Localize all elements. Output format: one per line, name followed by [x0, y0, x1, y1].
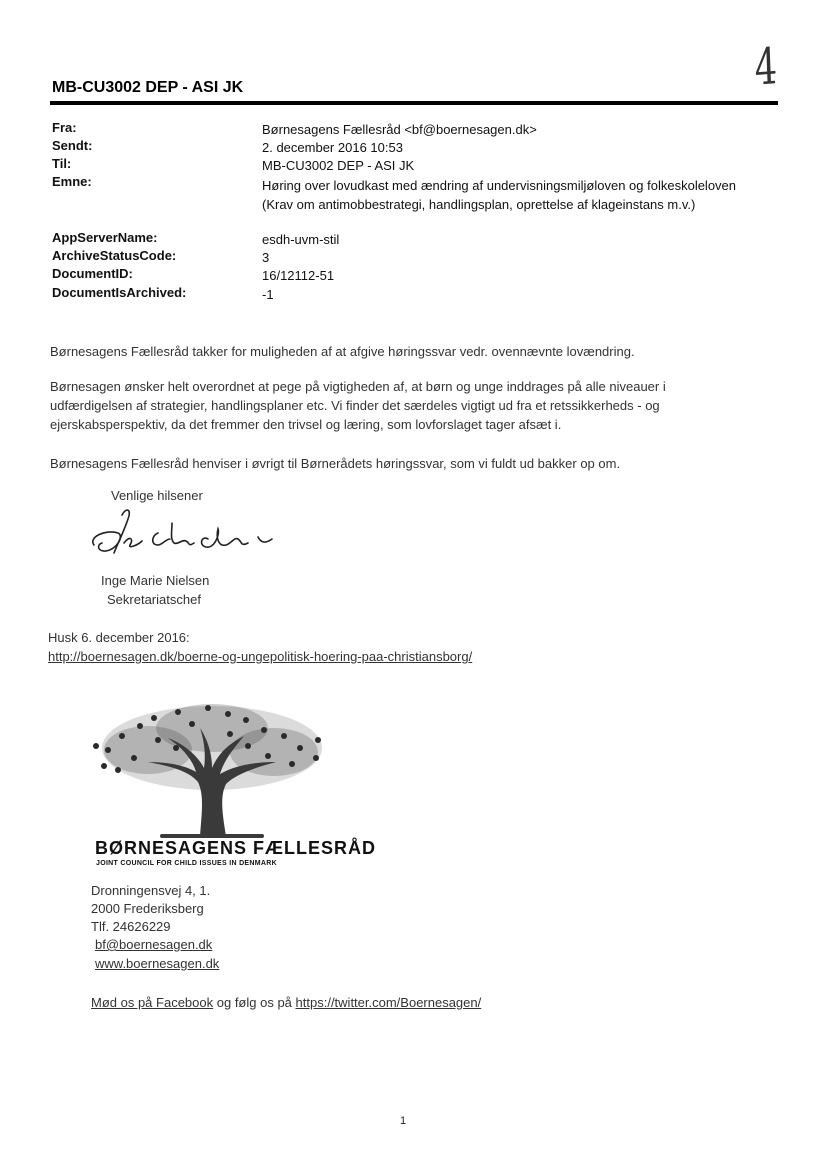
- website-link[interactable]: www.boernesagen.dk: [95, 956, 220, 971]
- body-paragraph-2-line-2: udfærdigelsen af strategier, handlingsplaner etc. Vi finder det særdeles vigtigt ud fra et retssikkerheds - og: [50, 398, 660, 413]
- body-paragraph-2: [50, 377, 750, 434]
- body-paragraph-3: Børnesagens Fællesråd henviser i øvrigt til Børnerådets høringssvar, som vi fuldt ud bakker op om.: [50, 456, 621, 471]
- documentid-label: DocumentID:: [52, 266, 133, 281]
- from-label: Fra:: [52, 120, 77, 135]
- archivestatuscode-label: ArchiveStatusCode:: [52, 248, 177, 263]
- subject-value: Høring over lovudkast med ændring af undervisningsmiljøloven og folkeskoleloven: [262, 178, 737, 193]
- reminder-link[interactable]: http://boernesagen.dk/boerne-og-ungepolitisk-hoering-paa-christiansborg/: [48, 649, 473, 664]
- documentisarchived-value: -1: [262, 287, 274, 302]
- facebook-link[interactable]: Mød os på Facebook: [91, 995, 214, 1010]
- twitter-link[interactable]: https://twitter.com/Boernesagen/: [295, 995, 482, 1010]
- documentisarchived-label: DocumentIsArchived:: [52, 285, 187, 300]
- subject-value-line2: (Krav om antimobbestrategi, handlingsplan, oprettelse af klageinstans m.v.): [262, 197, 696, 212]
- tree-logo-icon: [88, 700, 336, 840]
- social-connector-text: og følg os på: [216, 995, 292, 1010]
- to-value: MB-CU3002 DEP - ASI JK: [262, 158, 415, 173]
- handwritten-page-mark: 4: [753, 37, 779, 97]
- appservername-value: esdh-uvm-stil: [262, 232, 340, 247]
- documentid-value: 16/12112-51: [262, 268, 335, 283]
- logo-subtitle: JOINT COUNCIL FOR CHILD ISSUES IN DENMARK: [96, 860, 277, 867]
- page-number: 1: [400, 1115, 407, 1127]
- address-street: Dronningensvej 4, 1.: [91, 883, 211, 898]
- body-paragraph-2-line-1: Børnesagen ønsker helt overordnet at pege på vigtigheden af, at børn og unge inddrages på alle niveauer i: [50, 379, 666, 394]
- body-paragraph-2-line-3: ejerskabsperspektiv, da det fremmer den trivsel og læring, som lovforslaget tager afsæt i.: [50, 417, 562, 432]
- signer-name: Inge Marie Nielsen: [101, 573, 210, 588]
- reminder-text: Husk 6. december 2016:: [48, 630, 190, 645]
- address-city: 2000 Frederiksberg: [91, 901, 204, 916]
- header-divider: [50, 101, 778, 105]
- body-paragraph-1: Børnesagens Fællesråd takker for muligheden af at afgive høringssvar vedr. ovennævnte lovændring.: [50, 344, 635, 359]
- sent-value: 2. december 2016 10:53: [262, 140, 403, 155]
- email-link[interactable]: bf@boernesagen.dk: [95, 937, 213, 952]
- appservername-label: AppServerName:: [52, 230, 158, 245]
- handwritten-signature: [88, 505, 278, 567]
- subject-label: Emne:: [52, 174, 92, 189]
- from-value: Børnesagens Fællesråd <bf@boernesagen.dk>: [262, 122, 537, 137]
- greeting: Venlige hilsener: [111, 488, 203, 503]
- logo-wordmark: BØRNESAGENS FÆLLESRÅD: [95, 838, 377, 858]
- sent-label: Sendt:: [52, 138, 93, 153]
- address-phone: Tlf. 24626229: [91, 919, 171, 934]
- document-header-title: MB-CU3002 DEP - ASI JK: [52, 79, 244, 96]
- signer-role: Sekretariatschef: [107, 592, 201, 607]
- social-line: [91, 995, 481, 1010]
- to-label: Til:: [52, 156, 72, 171]
- archivestatuscode-value: 3: [262, 250, 270, 265]
